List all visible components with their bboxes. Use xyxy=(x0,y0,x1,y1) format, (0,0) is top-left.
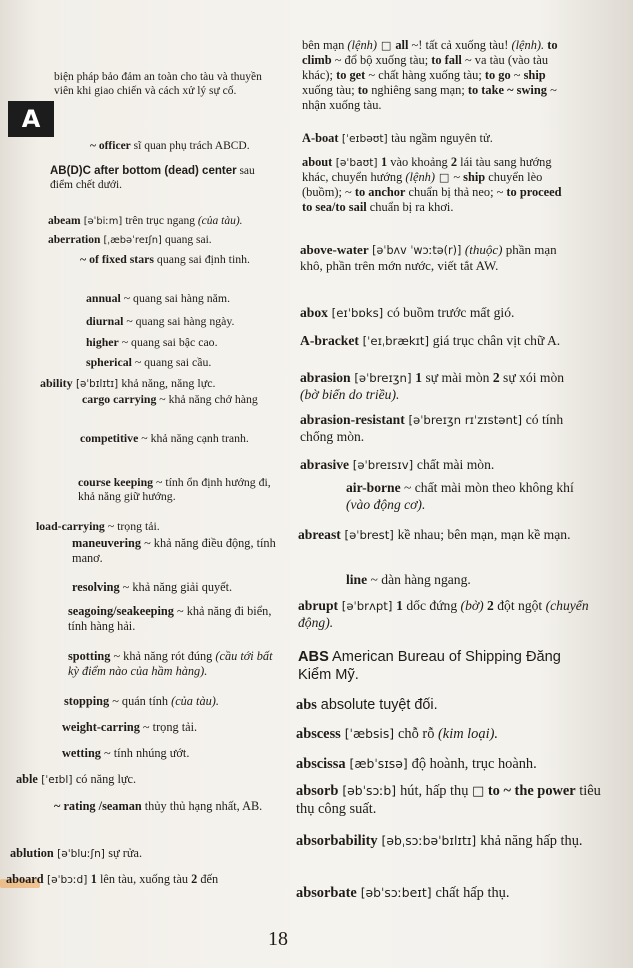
entry-subterm: diurnal ~ quang sai hàng ngày. xyxy=(86,314,235,328)
entry-subterm: seagoing/seakeeping ~ khả năng đi biển, tính hàng hải. xyxy=(68,604,272,633)
entry: aberration [ˌæbəˈreɪʃn] quang sai. xyxy=(48,234,212,246)
entry: ablution [əˈbluːʃn] sự rửa. xyxy=(10,846,143,860)
left-column xyxy=(0,0,300,968)
entry: abeam [əˈbiːm] trên trục ngang (của tàu). xyxy=(48,215,243,227)
entry: ABS American Bureau of Shipping Đăng Kiểm Mỹ. xyxy=(298,649,561,684)
page-number: 18 xyxy=(268,928,288,950)
entry: AB(D)C after bottom (dead) center sau điểm chết dưới. xyxy=(50,165,255,191)
entry: abreast [əˈbrest] kề nhau; bên mạn, mạn kề mạn. xyxy=(298,527,571,542)
entry-subterm: ~ rating /seaman thủy thủ hạng nhất, AB. xyxy=(54,799,263,813)
entry: absorbate [əbˈsɔːbeɪt] chất hấp thụ. xyxy=(296,885,510,901)
entry: abrasion-resistant [əˈbreɪʒn rɪˈzɪstənt] có tính chống mòn. xyxy=(300,412,564,444)
entry-subterm: maneuvering ~ khả năng điều động, tính manơ. xyxy=(72,536,276,565)
right-column xyxy=(296,0,616,968)
entry: ability [əˈbɪlɪtɪ] khả năng, năng lực. xyxy=(40,376,216,390)
entry-subterm: air-borne ~ chất mài mòn theo không khí (vào động cơ). xyxy=(346,480,574,512)
entry: absorb [əbˈsɔːb] hút, hấp thụ □ to ~ the power tiêu thụ công suất. xyxy=(296,783,601,817)
entry-subterm: spherical ~ quang sai cầu. xyxy=(86,355,212,369)
entry-subterm: course keeping ~ tính ổn định hướng đi, khả năng giữ hướng. xyxy=(78,475,271,504)
entry: A-bracket [ˈeɪˌbrækɪt] giá trục chân vịt chữ A. xyxy=(300,333,561,348)
entry-subterm: ~ officer sĩ quan phụ trách ABCD. xyxy=(90,140,250,152)
entry: aboard [əˈbɔːd] 1 lên tàu, xuống tàu 2 đến xyxy=(6,872,219,886)
entry-subterm: ~ of fixed stars quang sai định tinh. xyxy=(80,252,250,266)
entry-subterm: spotting ~ khả năng rót đúng (cầu tới bất kỳ điểm nào của hầm hàng). xyxy=(68,649,273,678)
entry-subterm: stopping ~ quán tính (của tàu). xyxy=(64,694,219,708)
entry-subterm: cargo carrying ~ khả năng chở hàng xyxy=(82,392,258,406)
entry-continuation: biện pháp bảo đảm an toàn cho tàu và thuyền viên khi giao chiến và cách xử lý sự cố. xyxy=(54,71,262,97)
entry: abrasive [əˈbreɪsɪv] chất mài mòn. xyxy=(300,457,495,472)
entry: able [ˈeɪbl] có năng lực. xyxy=(16,772,137,786)
entry: abrasion [əˈbreɪʒn] 1 sự mài mòn 2 sự xói mòn (bờ biển do triều). xyxy=(300,370,565,402)
letter-tab-label: A xyxy=(21,105,41,133)
entry-subterm: line ~ dàn hàng ngang. xyxy=(346,572,471,587)
entry: about [əˈbaʊt] 1 vào khoảng 2 lái tàu sang hướng khác, chuyển hướng (lệnh) □ ~ ship chuyển lèo (buồm); ~ to anchor chuẩn bị thả neo; ~ to proceed to sea/to sail chuẩn bị ra khơi. xyxy=(302,155,562,214)
entry-subterm: annual ~ quang sai hàng năm. xyxy=(86,291,231,305)
entry: abscissa [æbˈsɪsə] độ hoành, trục hoành. xyxy=(296,756,537,772)
entry: abox [eɪˈbɒks] có buồm trước mất gió. xyxy=(300,305,515,320)
entry: abscess [ˈæbsis] chỗ rỗ (kim loại). xyxy=(296,726,498,742)
entry-subterm: weight-carring ~ trọng tải. xyxy=(62,720,198,734)
entry-subterm: competitive ~ khả năng cạnh tranh. xyxy=(80,431,249,445)
letter-tab xyxy=(8,101,54,137)
entry: above-water [əˈbʌv ˈwɔːtə(r)] (thuộc) phần mạn khô, phần trên mớn nước, viết tắt AW. xyxy=(300,242,557,273)
entry-subterm: wetting ~ tính nhúng ướt. xyxy=(62,746,190,760)
entry: abs absolute tuyệt đối. xyxy=(296,697,438,713)
entry-subterm: higher ~ quang sai bậc cao. xyxy=(86,335,218,349)
entry-continuation: bên mạn (lệnh) □ all ~! tất cả xuống tàu! (lệnh). to climb ~ đổ bộ xuống tàu; to fall ~ va tàu (vào tàu khác); to get ~ chất hàng xuống tàu; to go ~ ship xuống tàu; to nghiêng sang mạn; to take ~ swing ~ nhận xuống tàu. xyxy=(302,38,558,112)
entry-subterm: resolving ~ khả năng giải quyết. xyxy=(72,580,233,594)
entry: A-boat [ˈeɪbəʊt] tàu ngầm nguyên tử. xyxy=(302,131,493,145)
entry: load-carrying ~ trọng tải. xyxy=(36,519,160,533)
entry: absorbability [əbˌsɔːbəˈbɪlɪtɪ] khả năng hấp thụ. xyxy=(296,833,583,849)
entry: abrupt [əˈbrʌpt] 1 dốc đứng (bờ) 2 đột ngột (chuyển động). xyxy=(298,598,589,630)
